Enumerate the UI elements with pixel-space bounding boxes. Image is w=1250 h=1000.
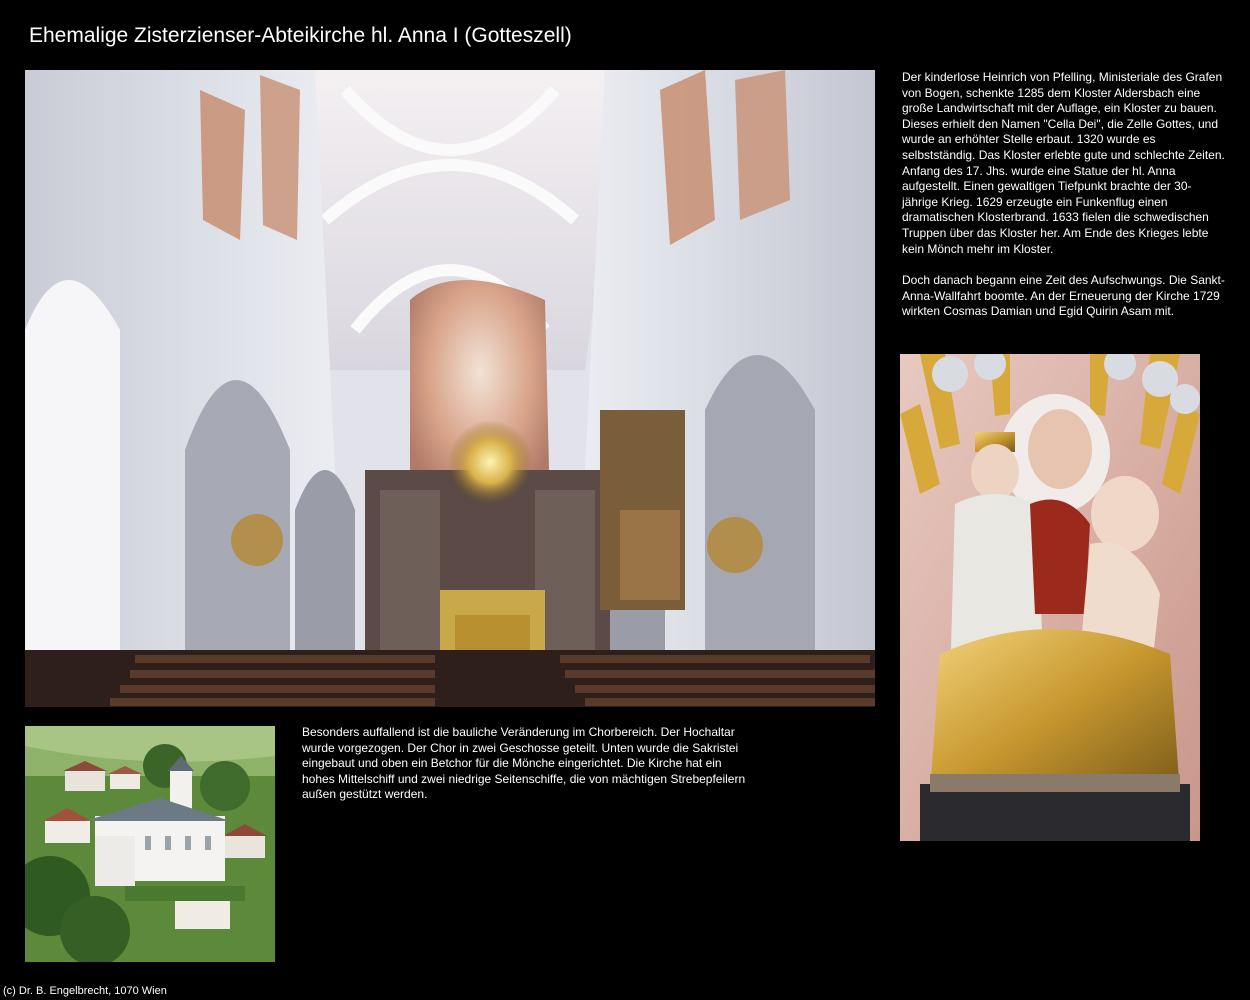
village-church-photo[interactable] (25, 726, 275, 962)
architecture-text (302, 725, 747, 803)
history-paragraph-1: Der kinderlose Heinrich von Pfelling, Ministeriale des Grafen von Bogen, schenkte 1285 dem Kloster Aldersbach eine große Landwirtschaft mit der Auflage, ein Kloster zu bauen. Dieses erhielt den Namen "Cella Dei", die Zelle Gottes, und wurde an erhöhter Stelle erbaut. 1320 wurde es selbstständig. Das Kloster erlebte gute und schlechte Zeiten. Anfang des 17. Jhs. wurde eine Statue der hl. Anna aufgestellt. Einen gewaltigen Tiefpunkt brachte der 30-jährige Krieg. 1629 erzeugte ein Funkenflug einen dramatischen Klosterbrand. 1633 fielen die schwedischen Truppen über das Kloster her. Am Ende des Krieges lebte kein Mönch mehr im Kloster. (902, 70, 1225, 256)
page-title: Ehemalige Zisterzienser-Abteikirche hl. Anna I (Gotteszell) (29, 24, 572, 47)
history-paragraph-2: Doch danach begann eine Zeit des Aufschwungs. Die Sankt-Anna-Wallfahrt boomte. An der Erneuerung der Kirche 1729 wirkten Cosmas Damian und Egid Quirin Asam mit. (902, 273, 1225, 319)
copyright-notice: (c) Dr. B. Engelbrecht, 1070 Wien (3, 985, 167, 997)
architecture-paragraph: Besonders auffallend ist die bauliche Veränderung im Chorbereich. Der Hochaltar wurde vorgezogen. Der Chor in zwei Geschosse geteilt. Unten wurde die Sakristei eingebaut und oben ein Betchor für die Mönche eingerichtet. Die Kirche hat ein hohes Mittelschiff und zwei niedrige Seitenschiffe, die von mächtigen Strebepfeilern außen gestützt werden. (302, 725, 746, 802)
madonna-statue-photo[interactable] (900, 354, 1200, 841)
history-text (902, 70, 1227, 320)
church-interior-photo[interactable] (25, 70, 875, 707)
